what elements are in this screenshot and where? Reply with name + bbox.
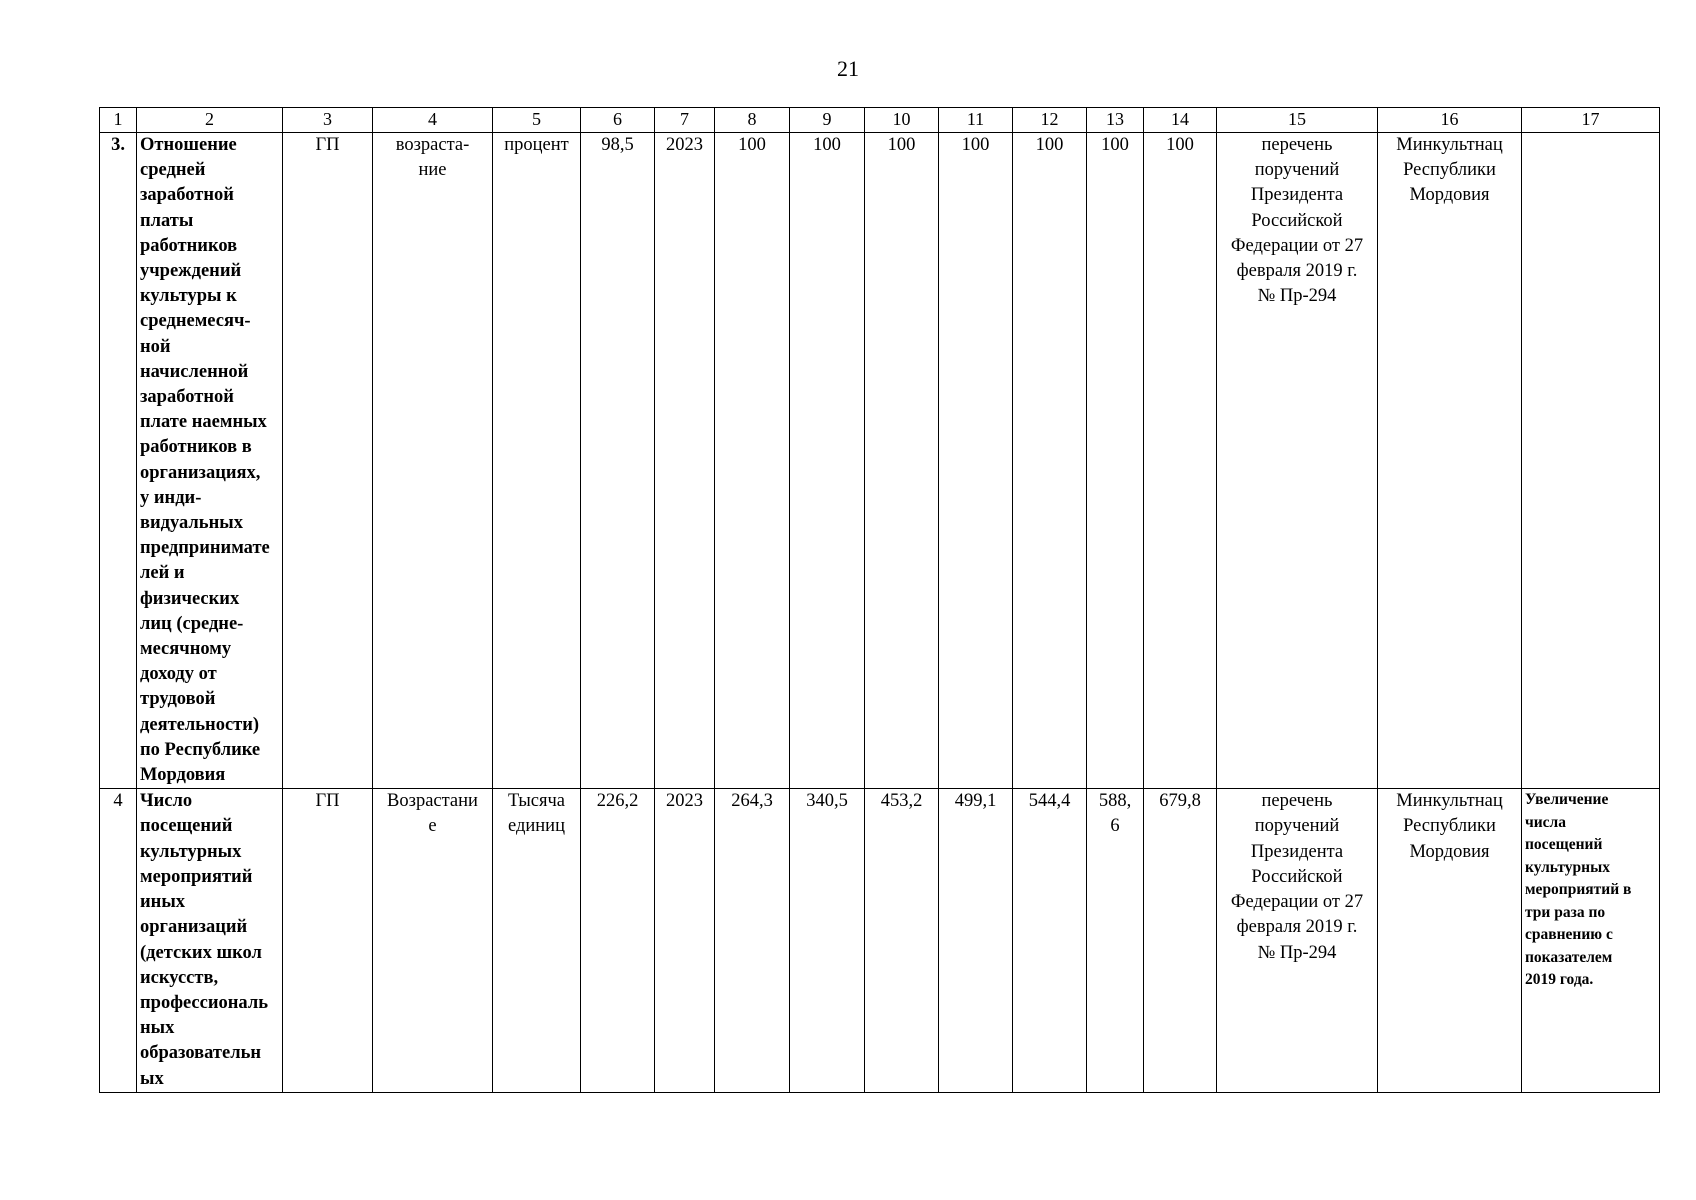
indicator-trend: Возрастани е xyxy=(373,789,493,1092)
source-document: перечень поручений Президента Российской Федерации от 27 февраля 2019 г. № Пр-294 xyxy=(1217,133,1378,789)
row-number: 3. xyxy=(100,133,137,789)
value-col-13: 100 xyxy=(1087,133,1144,789)
table-row xyxy=(100,133,1660,789)
indicator-trend: возраста- ние xyxy=(373,133,493,789)
value-col-14: 679,8 xyxy=(1144,789,1217,1092)
header-cell: 15 xyxy=(1217,108,1378,133)
header-cell: 17 xyxy=(1522,108,1660,133)
page-number: 21 xyxy=(837,56,859,81)
header-cell: 13 xyxy=(1087,108,1144,133)
header-cell: 7 xyxy=(655,108,715,133)
unit-of-measure: Тысяча единиц xyxy=(493,789,581,1092)
value-col-12: 544,4 xyxy=(1013,789,1087,1092)
header-cell: 1 xyxy=(100,108,137,133)
unit-of-measure: процент xyxy=(493,133,581,789)
header-cell: 9 xyxy=(790,108,865,133)
table-header-row xyxy=(100,108,1660,133)
header-cell: 16 xyxy=(1378,108,1522,133)
value-col-10: 100 xyxy=(865,133,939,789)
value-col-11: 499,1 xyxy=(939,789,1013,1092)
row-number: 4 xyxy=(100,789,137,1092)
header-cell: 6 xyxy=(581,108,655,133)
indicator-name: Число посещений культурных мероприятий иных организаций (детских школ искусств, профессиональ ных образовательн ых xyxy=(137,789,283,1092)
header-cell: 2 xyxy=(137,108,283,133)
header-cell: 11 xyxy=(939,108,1013,133)
header-cell: 5 xyxy=(493,108,581,133)
value-col-12: 100 xyxy=(1013,133,1087,789)
value-col-13: 588, 6 xyxy=(1087,789,1144,1092)
header-cell: 3 xyxy=(283,108,373,133)
indicator-name: Отношение средней заработной платы работников учреждений культуры к среднемесяч- ной начисленной заработной плате наемных работников в организациях, у инди- видуальных предпринимате лей и физических лиц (средне- месячному доходу от трудовой деятельности) по Республике Мордовия xyxy=(137,133,283,789)
base-year: 2023 xyxy=(655,133,715,789)
note: Увеличение числа посещений культурных мероприятий в три раза по сравнению с показателем 2019 года. xyxy=(1522,789,1660,1092)
header-cell: 14 xyxy=(1144,108,1217,133)
header-cell: 12 xyxy=(1013,108,1087,133)
table-row xyxy=(100,789,1660,1092)
indicators-table xyxy=(99,107,1660,1093)
value-col-9: 100 xyxy=(790,133,865,789)
responsible-body: Минкультнац Республики Мордовия xyxy=(1378,133,1522,789)
indicator-level: ГП xyxy=(283,789,373,1092)
value-col-8: 100 xyxy=(715,133,790,789)
value-col-11: 100 xyxy=(939,133,1013,789)
value-col-9: 340,5 xyxy=(790,789,865,1092)
responsible-body: Минкультнац Республики Мордовия xyxy=(1378,789,1522,1092)
note xyxy=(1522,133,1660,789)
base-year: 2023 xyxy=(655,789,715,1092)
base-value: 226,2 xyxy=(581,789,655,1092)
value-col-10: 453,2 xyxy=(865,789,939,1092)
header-cell: 4 xyxy=(373,108,493,133)
value-col-8: 264,3 xyxy=(715,789,790,1092)
source-document: перечень поручений Президента Российской Федерации от 27 февраля 2019 г. № Пр-294 xyxy=(1217,789,1378,1092)
value-col-14: 100 xyxy=(1144,133,1217,789)
header-cell: 8 xyxy=(715,108,790,133)
header-cell: 10 xyxy=(865,108,939,133)
indicator-level: ГП xyxy=(283,133,373,789)
base-value: 98,5 xyxy=(581,133,655,789)
